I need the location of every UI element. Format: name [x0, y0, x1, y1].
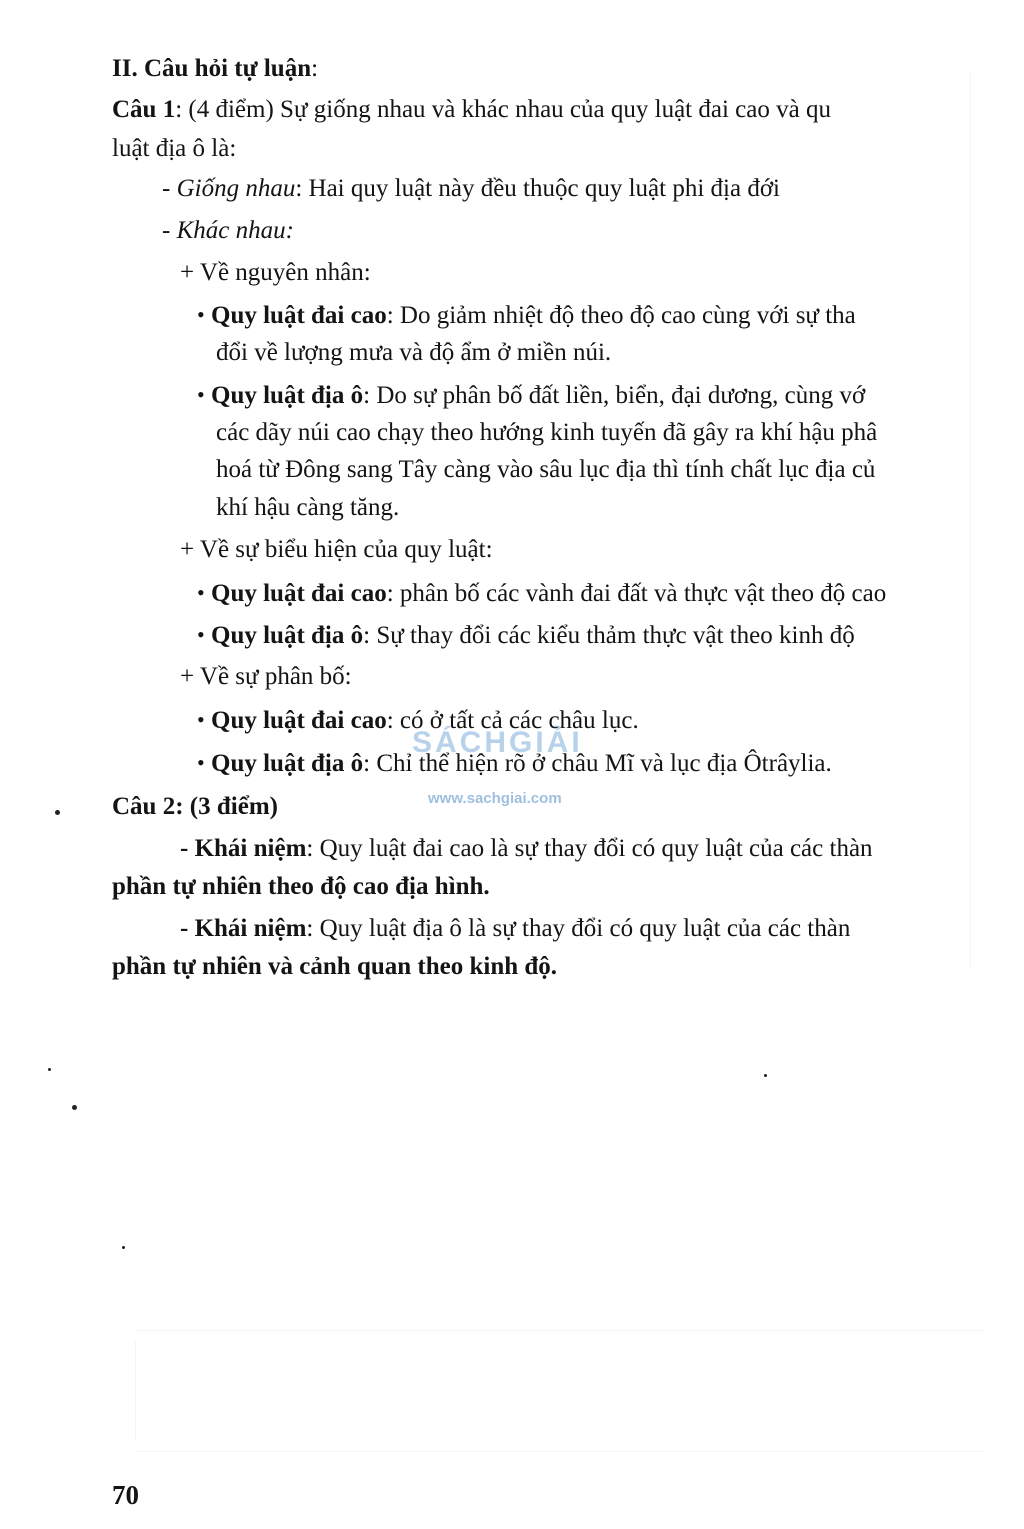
cause-b-cont-3: khí hậu càng tăng. — [216, 494, 400, 521]
scan-speck — [764, 1074, 767, 1077]
cause-b-cont-1: các dãy núi cao chạy theo hướng kinh tuyến đã gây ra khí hậu phâ — [216, 419, 878, 446]
definition-1-cont: phần tự nhiên theo độ cao địa hình. — [112, 873, 490, 900]
distribution-a: • Quy luật đai cao: có ở tất cả các châu lục. — [197, 707, 639, 734]
diff-label: - Khác nhau: — [162, 217, 294, 244]
question-2-intro: Câu 2: (3 điểm) — [112, 793, 278, 820]
bullet-icon: • — [197, 622, 205, 647]
cause-a: • Quy luật đai cao: Do giảm nhiệt độ theo độ cao cùng với sự tha — [197, 302, 856, 329]
cause-heading: + Về nguyên nhân: — [180, 259, 371, 286]
same-paragraph: - Giống nhau: Hai quy luật này đều thuộc quy luật phi địa đới — [162, 175, 780, 202]
distribution-b: • Quy luật địa ô: Chỉ thể hiện rõ ở châu Mĩ và lục địa Ôtrâylia. — [197, 750, 832, 777]
bullet-icon: • — [197, 382, 205, 407]
scan-speck — [72, 1105, 77, 1110]
expression-b: • Quy luật địa ô: Sự thay đổi các kiểu thảm thực vật theo kinh độ — [197, 622, 855, 649]
definition-2-cont: phần tự nhiên và cảnh quan theo kinh độ. — [112, 953, 558, 980]
bullet-icon: • — [197, 750, 205, 775]
scan-speck — [55, 810, 60, 815]
definition-2: - Khái niệm: Quy luật địa ô là sự thay đổi có quy luật của các thàn — [180, 915, 851, 942]
section-title: II. Câu hỏi tự luận: — [112, 55, 319, 82]
cause-a-cont: đổi về lượng mưa và độ ẩm ở miền núi. — [216, 339, 612, 366]
bullet-icon: • — [197, 707, 205, 732]
scan-speck — [48, 1068, 51, 1071]
expression-a: • Quy luật đai cao: phân bố các vành đai đất và thực vật theo độ cao — [197, 580, 887, 607]
expression-heading: + Về sự biểu hiện của quy luật: — [180, 536, 493, 563]
distribution-heading: + Về sự phân bố: — [180, 663, 352, 690]
page-number: 70 — [112, 1480, 139, 1510]
question-1-intro: Câu 1: (4 điểm) Sự giống nhau và khác nhau của quy luật đai cao và qu — [112, 96, 831, 123]
question-1-intro-cont: luật địa ô là: — [112, 135, 237, 162]
question-2-label: Câu 2 — [112, 793, 176, 820]
cause-b-cont-2: hoá từ Đông sang Tây càng vào sâu lục địa thì tính chất lục địa củ — [216, 456, 876, 483]
same-label: - Giống nhau — [162, 175, 296, 202]
watermark-logo: SÁCHGIẢI — [412, 726, 583, 759]
definition-1: - Khái niệm: Quy luật đai cao là sự thay đổi có quy luật của các thàn — [180, 835, 873, 862]
cause-b: • Quy luật địa ô: Do sự phân bố đất liền, biển, đại dương, cùng vớ — [197, 382, 866, 409]
watermark-url: www.sachgiai.com — [428, 790, 562, 807]
bullet-icon: • — [197, 580, 205, 605]
bullet-icon: • — [197, 302, 205, 327]
question-1-label: Câu 1 — [112, 96, 176, 123]
scan-speck — [122, 1246, 125, 1249]
